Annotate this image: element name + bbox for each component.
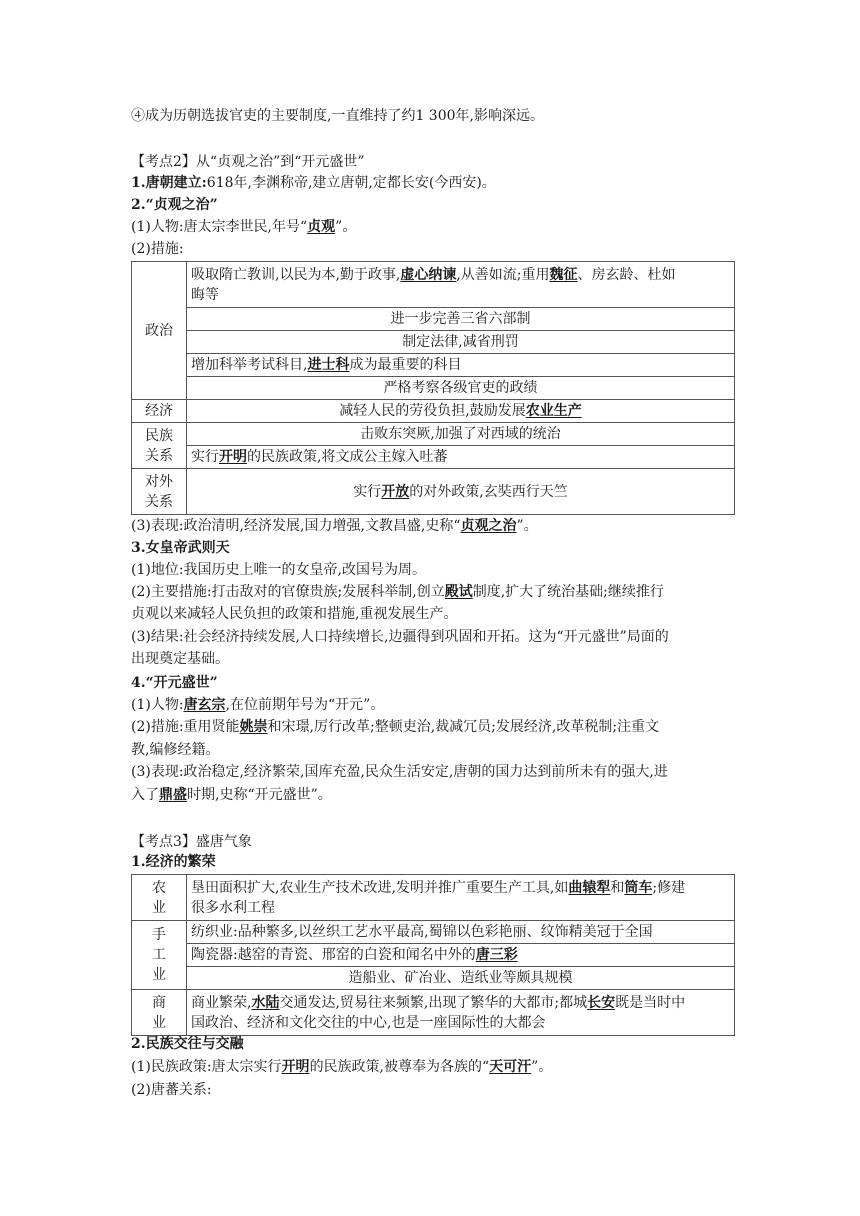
table-row <box>132 446 735 469</box>
kp2-s3-p3-cont: 出现奠定基础。 <box>131 651 229 667</box>
text: 既是当时中 <box>615 994 686 1011</box>
text: ”。 <box>516 518 538 534</box>
table-row <box>132 377 735 400</box>
text: 民族 <box>145 427 173 444</box>
kp2-s2-title: 2.“贞观之治” <box>131 197 218 213</box>
kp2-s4-p1 <box>131 695 384 715</box>
kp2-s2-p2: (2)措施: <box>131 241 184 257</box>
keyword: 姚崇 <box>239 719 268 735</box>
text: 的对外政策,玄奘西行天竺 <box>409 483 568 500</box>
kp2-s3-title: 3.女皇帝武则天 <box>131 540 230 556</box>
text: 、房玄龄、杜如 <box>577 266 676 283</box>
kp2-s3-p1: (1)地位:我国历史上唯一的女皇帝,改国号为周。 <box>131 562 426 578</box>
text: 关系 <box>145 493 173 510</box>
kp2-s1-text: 618年,李渊称帝,建立唐朝,定都长安(今西安)。 <box>206 175 496 191</box>
text: (3)表现:政治清明,经济发展,国力增强,文教昌盛,史称“ <box>131 518 461 534</box>
kp2-s1 <box>131 173 496 193</box>
text: 减轻人民的劳役负担,鼓励发展 <box>339 403 526 419</box>
keyword: 贞观之治 <box>460 518 517 534</box>
text: 很多水利工程 <box>191 899 275 916</box>
text: ,在位前期年号为“开元”。 <box>225 697 385 713</box>
kp3-s2-p1 <box>131 1057 552 1077</box>
text: 增加科举考试科目, <box>191 357 308 373</box>
table-cell <box>187 446 735 469</box>
table-row <box>132 944 735 967</box>
text: 业 <box>152 967 166 983</box>
keyword: 鼎盛 <box>159 787 187 803</box>
kp2-s4-p3: (3)表现:政治稳定,经济繁荣,国库充盈,民众生活安定,唐朝的国力达到前所未有的强大,进 <box>131 764 668 780</box>
keyword: 筒车 <box>624 879 653 896</box>
table-row <box>132 423 735 446</box>
kp2-s3-p2 <box>131 582 664 602</box>
keyword: 唐玄宗 <box>183 697 226 713</box>
table-row <box>132 967 735 990</box>
text: ”。 <box>335 219 357 235</box>
text: 的民族政策,将文成公主嫁入吐蕃 <box>247 449 448 465</box>
text: ”。 <box>531 1059 553 1075</box>
table-row <box>132 331 735 354</box>
keyword: 天可汗 <box>489 1059 532 1075</box>
table-cell <box>187 354 735 377</box>
text: 和宋璟,厉行改革;整顿吏治,裁减冗员;发展经济,改革税制;注重文 <box>267 719 660 735</box>
text: 商业繁荣, <box>191 994 252 1011</box>
table-cell <box>187 875 735 921</box>
keyword: 虚心纳谏 <box>400 266 457 283</box>
category-economy: 经济 <box>132 400 187 423</box>
text: (1)人物:唐太宗李世民,年号“ <box>131 219 308 235</box>
kp2-heading: 【考点2】从“贞观之治”到“开元盛世” <box>131 154 365 170</box>
table-cell <box>187 469 735 515</box>
text: (1)民族政策:唐太宗实行 <box>131 1059 282 1075</box>
table-cell: 制定法律,减省刑罚 <box>187 331 735 354</box>
text: 垦田面积扩大,农业生产技术改进,发明并推广重要生产工具,如 <box>191 879 569 896</box>
table-cell <box>187 262 735 308</box>
kp3-s2-title: 2.民族交往与交融 <box>131 1036 244 1052</box>
kp2-s3-p2-cont: 贞观以来减轻人民负担的政策和措施,重视发展生产。 <box>131 606 458 622</box>
kp2-s4-title: 4.“开元盛世” <box>131 675 218 691</box>
kp3-heading: 【考点3】盛唐气象 <box>131 834 252 850</box>
category-ethnic <box>132 423 187 469</box>
kp2-s2-p3 <box>131 516 538 536</box>
table-cell: 纺织业:品种繁多,以丝织工艺水平最高,蜀锦以色彩艳丽、纹饰精美冠于全国 <box>187 921 735 944</box>
text: 的民族政策,被尊奉为各族的“ <box>309 1059 490 1075</box>
text: 晦等 <box>191 286 219 303</box>
category-handicraft <box>132 921 187 990</box>
table-row <box>132 921 735 944</box>
text: 对外 <box>145 473 173 490</box>
text: 商 <box>152 994 166 1011</box>
table-cell: 造船业、矿冶业、造纸业等颇具规模 <box>187 967 735 990</box>
table-row <box>132 400 735 423</box>
kp2-s2-p1 <box>131 217 356 237</box>
kp3-s2-p2: (2)唐蕃关系: <box>131 1082 212 1098</box>
category-politics: 政治 <box>132 262 187 400</box>
text: 关系 <box>145 447 173 464</box>
tang-measures-table <box>131 261 735 515</box>
text: (2)措施:重用贤能 <box>131 719 240 735</box>
text: 农 <box>152 879 166 896</box>
text: 和 <box>610 879 625 896</box>
table-row <box>132 875 735 921</box>
kp2-s4-p2-cont: 教,编修经籍。 <box>131 742 220 758</box>
keyword: 开放 <box>381 483 410 500</box>
tang-economy-table <box>131 874 735 1036</box>
table-row <box>132 308 735 331</box>
keyword: 长安 <box>587 994 616 1011</box>
table-cell: 击败东突厥,加强了对西域的统治 <box>187 423 735 446</box>
keyword: 唐三彩 <box>475 947 518 963</box>
text: 业 <box>152 899 166 916</box>
text: 实行 <box>191 449 219 465</box>
kp3-s1-title: 1.经济的繁荣 <box>131 854 216 870</box>
category-agriculture <box>132 875 187 921</box>
table-row <box>132 262 735 308</box>
text: 吸取隋亡教训,以民为本,勤于政事, <box>191 266 401 283</box>
table-cell <box>187 990 735 1036</box>
kp2-s1-title: 1.唐朝建立: <box>131 175 207 191</box>
text: 入了 <box>131 787 159 803</box>
text: ;修建 <box>652 879 686 896</box>
keyword: 曲辕犁 <box>568 879 611 896</box>
keyword: 开明 <box>281 1059 310 1075</box>
keyword: 进士科 <box>307 357 350 373</box>
text: (2)主要措施:打击敌对的官僚贵族;发展科举制,创立 <box>131 584 445 600</box>
kp2-s3-p3: (3)结果:社会经济持续发展,人口持续增长,边疆得到巩固和开拓。这为“开元盛世”局面的 <box>131 629 669 645</box>
kp2-s4-p3-cont <box>131 785 332 805</box>
keyword: 殿试 <box>444 584 473 600</box>
intro-line: ④成为历朝选拔官吏的主要制度,一直维持了约1 300年,影响深远。 <box>131 108 544 124</box>
text: 实行 <box>353 483 382 500</box>
text: 成为最重要的科目 <box>349 357 462 373</box>
keyword: 农业生产 <box>525 403 582 419</box>
text: 国政治、经济和文化交往的中心,也是一座国际性的大都会 <box>191 1014 546 1031</box>
text: 业 <box>152 1014 166 1031</box>
keyword: 开明 <box>219 449 247 465</box>
text: (1)人物: <box>131 697 184 713</box>
keyword: 贞观 <box>307 219 336 235</box>
text: ,从善如流;重用 <box>456 266 550 283</box>
table-row <box>132 990 735 1036</box>
table-cell <box>187 400 735 423</box>
table-cell: 严格考察各级官吏的政绩 <box>187 377 735 400</box>
category-foreign <box>132 469 187 515</box>
kp2-s4-p2 <box>131 717 659 737</box>
keyword: 魏征 <box>549 266 578 283</box>
text: 制度,扩大了统治基础;继续推行 <box>472 584 664 600</box>
text: 陶瓷器:越窑的青瓷、邢窑的白瓷和闻名中外的 <box>191 947 476 963</box>
text: 时期,史称“开元盛世”。 <box>187 787 332 803</box>
table-row <box>132 354 735 377</box>
text: 工 <box>152 947 166 963</box>
table-cell: 进一步完善三省六部制 <box>187 308 735 331</box>
table-row <box>132 469 735 515</box>
text: 交通发达,贸易往来频繁,出现了繁华的大都市;都城 <box>279 994 588 1011</box>
category-commerce <box>132 990 187 1036</box>
table-cell <box>187 944 735 967</box>
text: 手 <box>152 927 166 943</box>
keyword: 水陆 <box>251 994 280 1011</box>
